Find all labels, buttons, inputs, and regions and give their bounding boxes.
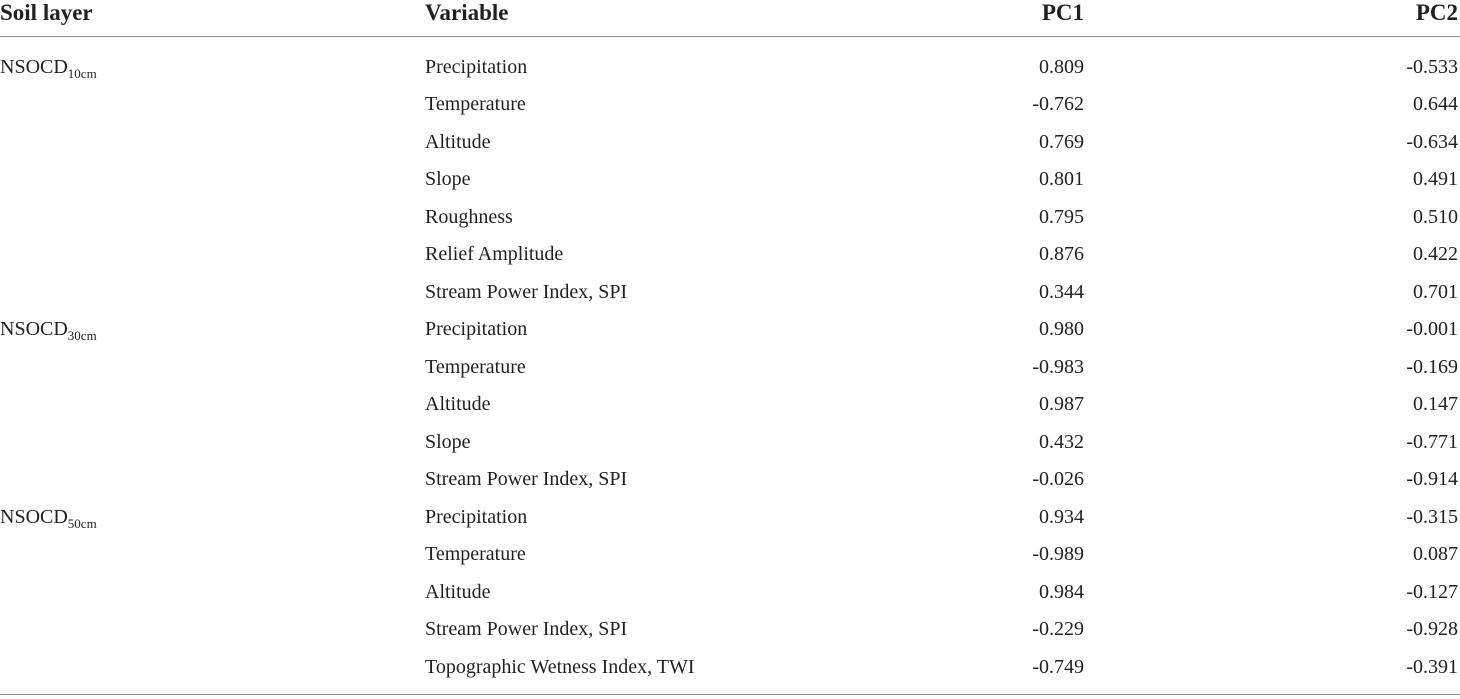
table-row	[0, 86, 1460, 123]
pc1-cell: -0.229	[1032, 618, 1084, 641]
pc1-cell: -0.026	[1032, 468, 1084, 491]
pc2-cell: -0.928	[1406, 618, 1458, 641]
table-row	[0, 536, 1460, 573]
table-row	[0, 611, 1460, 648]
soil-layer-base: NSOCD	[0, 56, 68, 78]
variable-cell: Topographic Wetness Index, TWI	[425, 655, 695, 678]
pc2-cell: -0.315	[1406, 505, 1458, 528]
pc1-cell: 0.809	[1039, 56, 1084, 78]
variable-cell: Temperature	[425, 355, 526, 378]
soil-layer-base: NSOCD	[0, 505, 68, 528]
soil-layer-depth: 10cm	[67, 66, 97, 81]
pc2-cell: -0.391	[1406, 655, 1458, 678]
pc1-cell: 0.769	[1039, 130, 1084, 153]
pc2-cell: 0.510	[1413, 205, 1458, 228]
table-row	[0, 161, 1460, 198]
variable-cell: Altitude	[425, 580, 491, 603]
variable-cell: Stream Power Index, SPI	[425, 280, 628, 303]
table-row	[0, 349, 1460, 386]
pc2-cell: 0.701	[1413, 280, 1458, 303]
pc1-cell: 0.934	[1039, 505, 1084, 528]
pc2-cell: -0.914	[1406, 468, 1458, 491]
soil-layer-depth: 50cm	[67, 515, 97, 531]
pc1-cell: 0.795	[1039, 205, 1084, 228]
header-pc1: PC1	[1041, 0, 1084, 25]
soil-layer-base: NSOCD	[0, 318, 68, 341]
pc2-cell: 0.644	[1413, 93, 1458, 116]
pc1-cell: 0.984	[1039, 580, 1084, 603]
pc2-cell: 0.147	[1413, 393, 1458, 416]
table-row	[0, 311, 1460, 348]
variable-cell: Altitude	[425, 130, 491, 153]
table-row	[0, 574, 1460, 611]
table-row	[0, 49, 1460, 86]
header-pc2: PC2	[1415, 0, 1458, 25]
pc2-cell: 0.422	[1413, 243, 1458, 266]
soil-layer-label	[0, 505, 97, 529]
pc1-cell: 0.344	[1039, 280, 1084, 303]
pc1-cell: 0.980	[1039, 318, 1084, 341]
table-row	[0, 124, 1460, 161]
table-row	[0, 649, 1460, 686]
header-soil-layer: Soil layer	[0, 0, 93, 25]
pc2-cell: 0.491	[1413, 168, 1458, 191]
table-bottom-rule	[0, 694, 1460, 695]
soil-layer-label	[0, 55, 97, 79]
pc1-cell: 0.876	[1039, 243, 1084, 266]
table-row	[0, 199, 1460, 236]
soil-layer-depth: 30cm	[67, 328, 97, 344]
table-row	[0, 274, 1460, 311]
variable-cell: Relief Amplitude	[425, 243, 564, 266]
pc2-cell: -0.127	[1406, 580, 1458, 603]
variable-cell: Slope	[425, 168, 471, 191]
pc1-cell: 0.432	[1039, 430, 1084, 453]
variable-cell: Temperature	[425, 93, 526, 116]
table-row	[0, 236, 1460, 273]
variable-cell: Roughness	[425, 205, 513, 228]
pc1-cell: -0.989	[1032, 543, 1084, 566]
variable-cell: Temperature	[425, 543, 526, 566]
table-row	[0, 499, 1460, 536]
table-row	[0, 386, 1460, 423]
soil-layer-label	[0, 317, 97, 344]
pc2-cell: -0.169	[1406, 355, 1458, 378]
table-row	[0, 424, 1460, 461]
variable-cell: Precipitation	[425, 318, 528, 341]
pc1-cell: -0.762	[1032, 93, 1084, 116]
pc1-cell: 0.987	[1039, 393, 1084, 416]
pc2-cell: -0.771	[1406, 430, 1458, 453]
pc2-cell: -0.533	[1406, 56, 1458, 78]
header-variable: Variable	[425, 0, 509, 25]
variable-cell: Stream Power Index, SPI	[425, 618, 628, 641]
variable-cell: Slope	[425, 430, 471, 453]
variable-cell: Stream Power Index, SPI	[425, 468, 628, 491]
table-row	[0, 461, 1460, 498]
pc1-cell: -0.749	[1032, 655, 1084, 678]
pc1-cell: 0.801	[1039, 168, 1084, 191]
pc2-cell: -0.001	[1406, 318, 1458, 341]
pc2-cell: 0.087	[1413, 543, 1458, 566]
pc1-cell: -0.983	[1032, 355, 1084, 378]
table-body	[0, 37, 1460, 686]
variable-cell: Precipitation	[425, 56, 528, 78]
pc2-cell: -0.634	[1406, 130, 1458, 153]
variable-cell: Precipitation	[425, 505, 528, 528]
variable-cell: Altitude	[425, 393, 491, 416]
table-header-row	[0, 0, 1460, 37]
